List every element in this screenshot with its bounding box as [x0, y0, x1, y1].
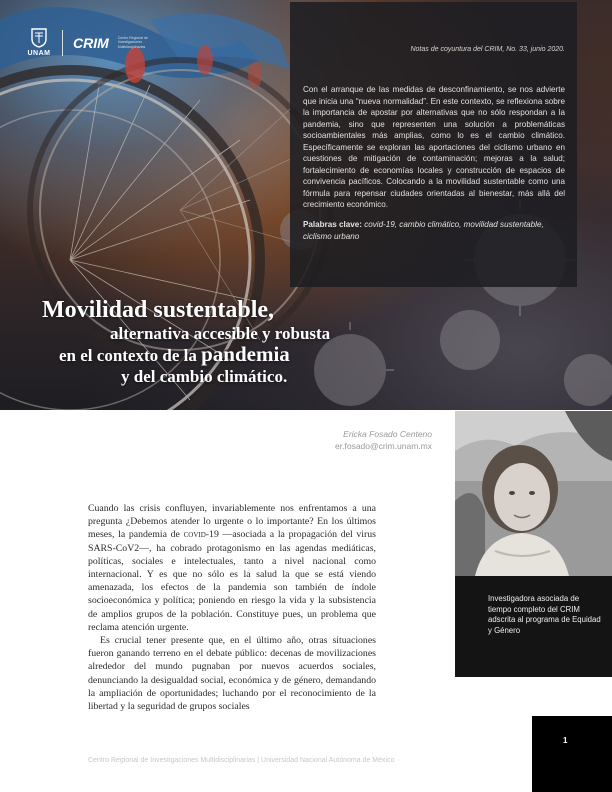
- article-title: [42, 296, 382, 387]
- author-name: Ericka Fosado Centeno: [343, 429, 432, 439]
- author-bio: Investigadora asociada de tiempo completo del CRIM adscrita al programa de Equidad y Género: [488, 594, 601, 635]
- author-bio-box: [455, 576, 612, 677]
- unam-logo: [26, 28, 52, 57]
- author-portrait: [455, 411, 612, 576]
- title-line-3: en el contexto de la pandemia: [59, 342, 290, 366]
- paragraph-2: Es crucial tener presente que, en el último año, otras situaciones fueron ganando terreno en el debate público: decenas de movilizaciones alrededor del mundo pugnaban por nuevos acuerdos sociales, denunciando la desigualdad social, económica y de género, demandando la ampliación de oportunidades; luchando por el reconocimiento de la libertad y la seguridad de grupos sociales: [88, 635, 376, 713]
- author-email[interactable]: er.fosado@crim.unam.mx: [335, 441, 432, 451]
- keywords-values: covid-19, cambio climático, movilidad sustentable, ciclismo urbano: [303, 220, 544, 241]
- unam-wordmark: UNAM: [27, 50, 51, 57]
- page-number-box: [532, 716, 612, 792]
- crim-subtitle: Centro Regional de Investigaciones Multidisciplinarias: [117, 36, 148, 49]
- citation: Notas de coyuntura del CRIM, No. 33, junio 2020.: [410, 46, 565, 53]
- crim-wordmark: CRIM: [73, 34, 109, 51]
- title-emphasis: pandemia: [201, 342, 290, 366]
- author-block: [335, 428, 432, 452]
- unam-shield-icon: [30, 28, 48, 48]
- abstract-box: [290, 2, 577, 287]
- author-photo: [455, 411, 612, 576]
- title-line-1: Movilidad sustentable,: [42, 297, 275, 323]
- footer-institution: Centro Regional de Investigaciones Multidisciplinarias | Universidad Nacional Autónoma de México: [88, 757, 395, 764]
- logo-divider: [62, 30, 63, 56]
- paragraph-1: Cuando las crisis confluyen, invariablemente nos enfrentamos a una pregunta ¿Debemos atender lo urgente o lo importante? En los últimos meses, la pandemia de covid-19 —asociada a la propagación del virus SARS-CoV2—, ha cobrado protagonismo en las agendas mediáticas, políticas, sociales e intelectuales, tanto a nivel nacional como internacional. Y es que no sólo es la salud la que se está viendo amenazada, los efectos de la pandemia son también de índole socioeconómica y política; poniendo en riesgo la vida y la subsistencia de amplios grupos de la población. Constituye pues, un problema que reclama atención urgente.: [88, 503, 376, 633]
- title-line-4: y del cambio climático.: [121, 367, 288, 386]
- logo-bar: [26, 28, 158, 57]
- abstract-text: Con el arranque de las medidas de desconfinamiento, se nos advierte que inicia una “nueva normalidad”. En este contexto, se reflexiona sobre la importancia de apostar por alternativas que no sólo respondan a la pandemia, sino que representen una solución a problemáticas socioambientales más amplias, como lo es el cambio climático. Específicamente se exploran las aportaciones del ciclismo urbano en cuestiones de mitigación de contaminación; mejoras a la salud; fortalecimiento de economías locales y construcción de espacios de convivencia pacíficos. Colocando a la movilidad sustentable como una fórmula para repensar ciudades orientadas al bienestar, más allá del crecimiento económico.: [303, 85, 565, 210]
- page-number: 1: [563, 736, 568, 745]
- keywords-label: Palabras clave:: [303, 220, 362, 230]
- title-line-2: alternativa accesible y robusta: [110, 324, 331, 343]
- article-body: [88, 502, 376, 713]
- keywords: [303, 219, 565, 242]
